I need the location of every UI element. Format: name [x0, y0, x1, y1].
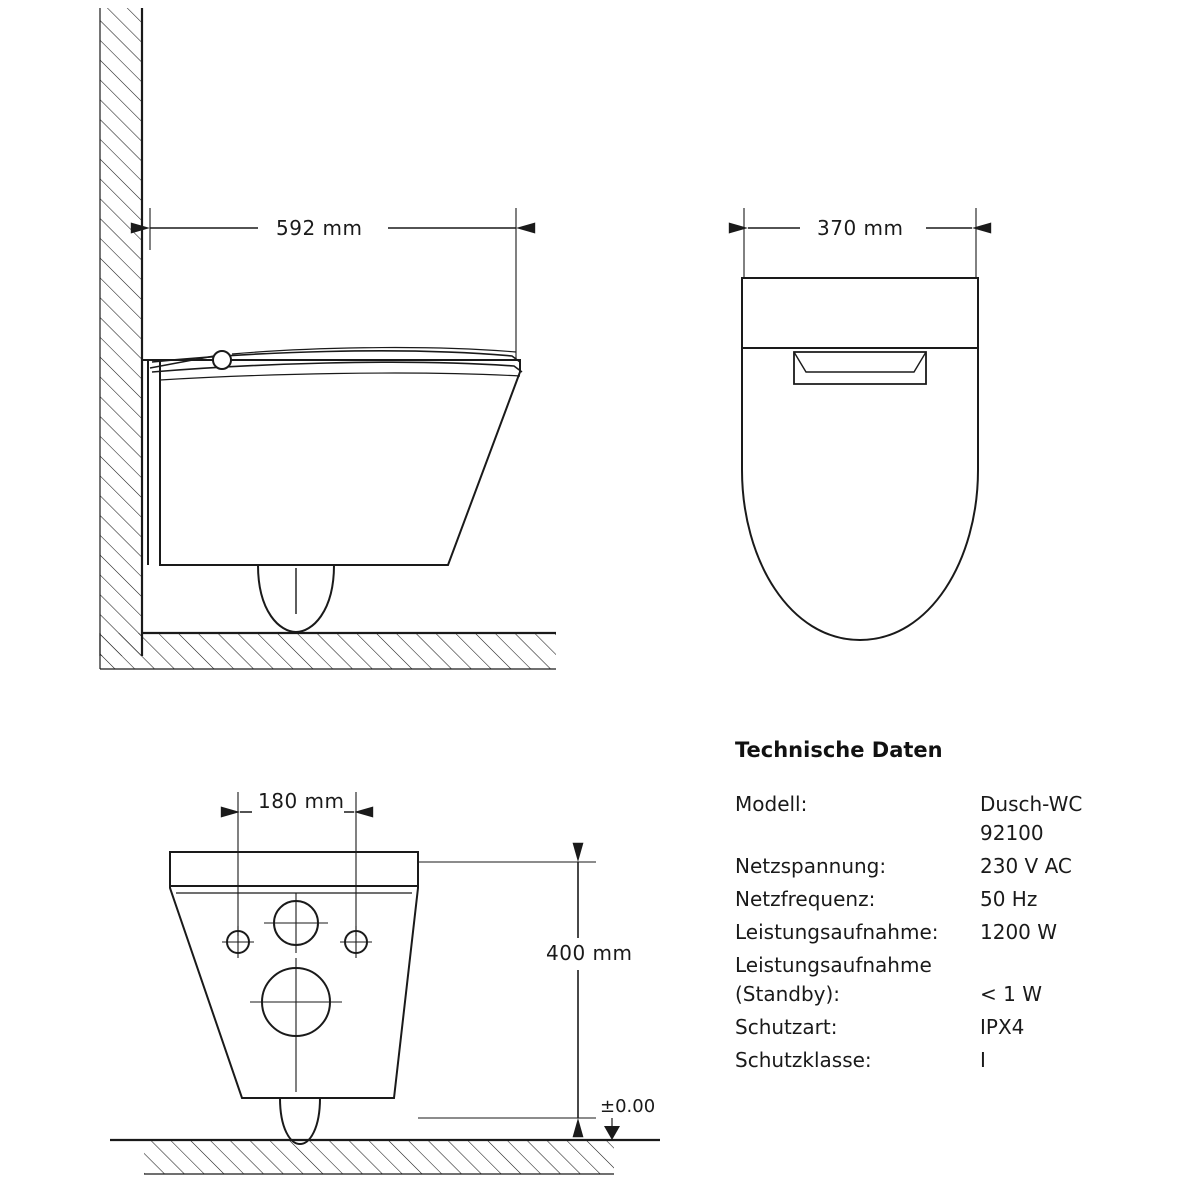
spec-key-voltage: Netzspannung:: [735, 854, 887, 878]
spec-value-protection-class: I: [980, 1048, 986, 1072]
spec-key-power: Leistungsaufnahme:: [735, 920, 939, 944]
spec-value-model: [980, 790, 1082, 848]
spec-key-standby-line1: Leistungsaufnahme: [735, 953, 932, 977]
technical-data-panel: [735, 738, 1175, 1079]
spec-value-model-line2: 92100: [980, 821, 1044, 845]
spec-key-model: Modell:: [735, 792, 808, 816]
dimension-label-height: 400 mm: [546, 941, 633, 965]
spec-value-power: 1200 W: [980, 920, 1058, 944]
spec-row-protection-class: [735, 1046, 1175, 1075]
front-view: [110, 786, 660, 1174]
spec-key-protection-type: Schutzart:: [735, 1015, 838, 1039]
spec-key-protection-class: Schutzklasse:: [735, 1048, 872, 1072]
spec-row-protection-type: [735, 1013, 1175, 1042]
dimension-label-side-width: 592 mm: [276, 216, 363, 240]
spec-row-power: [735, 918, 1175, 947]
spec-row-frequency: [735, 885, 1175, 914]
spec-value-standby: < 1 W: [980, 982, 1042, 1006]
datum-label: ±0.00: [600, 1096, 656, 1117]
side-view: [100, 8, 556, 669]
spec-key-standby: [735, 951, 980, 1009]
top-view: [742, 208, 978, 640]
spec-value-model-line1: Dusch-WC: [980, 792, 1083, 816]
spec-row-model: [735, 790, 1175, 848]
spec-value-frequency: 50 Hz: [980, 887, 1038, 911]
spec-row-standby: [735, 951, 1175, 1009]
technical-data-title: Technische Daten: [735, 738, 943, 762]
spec-key-standby-line2: (Standby):: [735, 982, 841, 1006]
spec-row-voltage: [735, 852, 1175, 881]
dimension-label-top-width: 370 mm: [817, 216, 904, 240]
spec-key-frequency: Netzfrequenz:: [735, 887, 876, 911]
spec-value-protection-type: IPX4: [980, 1015, 1025, 1039]
spec-value-voltage: 230 V AC: [980, 854, 1072, 878]
dimension-label-bolt-spacing: 180 mm: [258, 789, 345, 813]
